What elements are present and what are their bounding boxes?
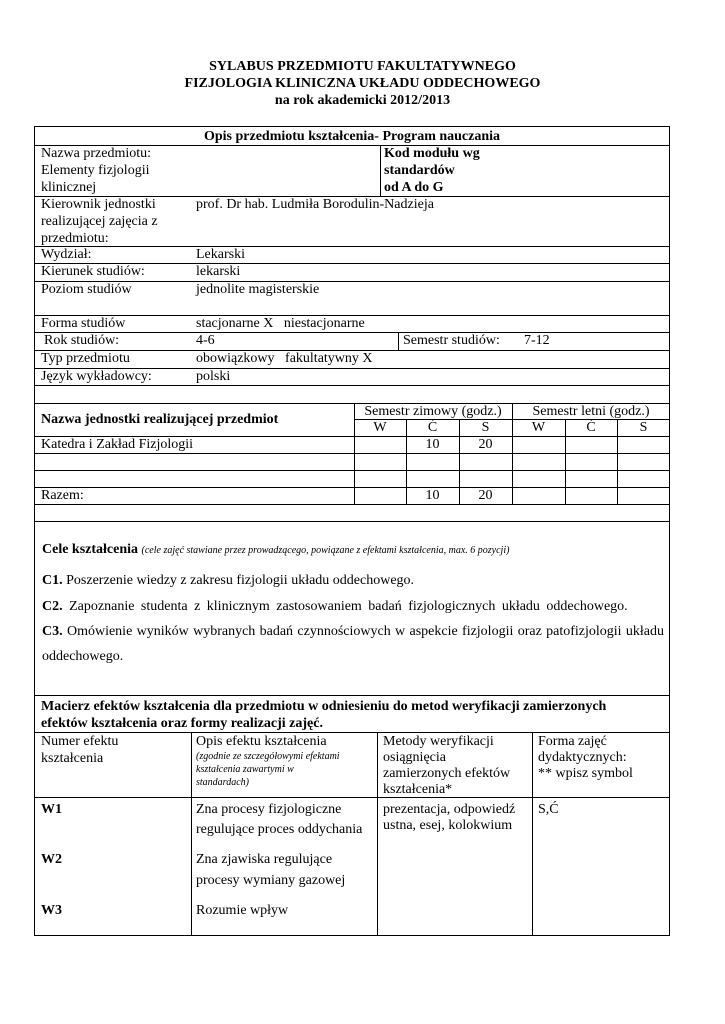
col-w-winter: W [373, 420, 387, 435]
academic-year: na rok akademicki 2012/2013 [274, 93, 451, 108]
effect-methods: prezentacja, odpowiedź [383, 802, 516, 817]
total-cell: 10 [425, 488, 440, 503]
col-teaching-form: ** wpisz symbol [538, 766, 633, 781]
rule [34, 332, 670, 333]
subject-name: klinicznej [41, 180, 97, 195]
goal-text: Poszerzenie wiedzy z zakresu fizjologii układu oddechowego. [66, 573, 415, 588]
level-label: Poziom studiów [41, 282, 132, 297]
effect-description: procesy wymiany gazowej [196, 873, 346, 888]
unit-name: Katedra i Zakład Fizjologii [41, 437, 194, 452]
goal-code: C1. [42, 573, 63, 588]
form-value: stacjonarne X niestacjonarne [196, 316, 365, 331]
type-value: obowiązkowy fakultatywny X [196, 351, 373, 366]
head-label: Kierownik jednostki [41, 197, 156, 212]
goal-text: Omówienie wyników wybranych badań czynnościowych w aspekcie fizjologii oraz patofizjologii układu oddechowego. [42, 624, 665, 664]
hours-cell: 20 [478, 437, 493, 452]
col-s-summer: S [639, 420, 648, 435]
language-label: Język wykładowcy: [41, 369, 152, 384]
head-value: prof. Dr hab. Ludmiła Borodulin-Nadzieja [196, 197, 434, 212]
effect-code: W1 [41, 802, 62, 817]
rule [377, 732, 378, 936]
level-value: jednolite magisterskie [196, 282, 320, 297]
hours-cell: 10 [425, 437, 440, 452]
table-title: Opis przedmiotu kształcenia- Program nauczania [203, 129, 501, 144]
rule [191, 732, 192, 936]
winter-semester-header: Semestr zimowy (godz.) [364, 404, 502, 419]
unit-header: Nazwa jednostki realizującej przedmiot [41, 412, 279, 427]
language-value: polski [196, 369, 231, 384]
rule [34, 246, 670, 247]
goal-c1 [42, 568, 664, 593]
faculty-value: Lekarski [196, 247, 245, 262]
module-code-label: standardów [384, 163, 455, 178]
col-effect-note: kształcenia zawartymi w [196, 764, 294, 775]
rule [34, 487, 670, 488]
col-effect-note: standardach) [196, 777, 249, 788]
module-code-label: od A do G [384, 180, 444, 195]
rule [380, 145, 381, 196]
goal-text: Zapoznanie studenta z klinicznym zastosowaniem badań fizjologicznych układu oddechowego. [69, 599, 628, 614]
rule [34, 470, 670, 471]
goals-title: Cele kształcenia [42, 542, 139, 557]
rule [34, 695, 670, 696]
rule [34, 504, 670, 505]
form-label: Forma studiów [41, 316, 126, 331]
rule [34, 453, 670, 454]
col-verification-methods: kształcenia* [383, 782, 453, 797]
type-label: Typ przedmiotu [41, 351, 130, 366]
effect-code: W3 [41, 903, 62, 918]
rule [34, 385, 670, 386]
goals-note: (cele zajęć stawiane przez prowadzącego, powiązane z efektami kształcenia, max. 6 pozycji) [141, 545, 510, 556]
goal-code: C3. [42, 624, 63, 639]
col-effect-note: (zgodnie ze szczegółowymi efektami [196, 751, 340, 762]
goal-c3 [42, 619, 664, 669]
col-teaching-form: Forma zajęć [538, 734, 607, 749]
col-verification-methods: zamierzonych efektów [383, 766, 511, 781]
goal-code: C2. [42, 599, 63, 614]
col-s-winter: S [481, 420, 490, 435]
col-effect-number: Numer efektu [41, 734, 119, 749]
course-title: FIZJOLOGIA KLINICZNA UKŁADU ODDECHOWEGO [184, 76, 541, 91]
direction-value: lekarski [196, 264, 241, 279]
matrix-title: efektów kształcenia oraz formy realizacji zajęć. [41, 716, 323, 731]
rule [34, 797, 670, 798]
effect-code: W2 [41, 852, 62, 867]
total-label: Razem: [41, 488, 84, 503]
col-w-summer: W [531, 420, 546, 435]
syllabus-table [34, 126, 670, 936]
summer-semester-header: Semestr letni (godz.) [532, 404, 650, 419]
semester-label: Semestr studiów: [403, 333, 500, 348]
col-teaching-form: dydaktycznych: [538, 750, 627, 765]
col-effect-description: Opis efektu kształcenia [196, 734, 327, 749]
rule [532, 732, 533, 936]
head-label: przedmiotu: [41, 231, 109, 246]
effect-description: regulujące proces oddychania [196, 822, 363, 837]
direction-label: Kierunek studiów: [41, 264, 145, 279]
document-title: SYLABUS PRZEDMIOTU FAKULTATYWNEGO [209, 59, 516, 74]
rule [34, 521, 670, 522]
effect-description: Zna procesy fizjologiczne [196, 802, 342, 817]
semester-value: 7-12 [524, 333, 550, 348]
col-verification-methods: Metody weryfikacji [383, 734, 494, 749]
subject-label: Nazwa przedmiotu: [41, 146, 152, 161]
effect-form: S,Ć [538, 802, 559, 817]
faculty-label: Wydział: [41, 247, 92, 262]
total-cell: 20 [478, 488, 493, 503]
col-verification-methods: osiągnięcia [383, 750, 446, 765]
year-value: 4-6 [196, 333, 215, 348]
goals-heading [42, 541, 509, 558]
col-c-summer: Ć [586, 420, 596, 435]
effect-description: Rozumie wpływ [196, 903, 289, 918]
goal-c2 [42, 594, 664, 619]
col-effect-number: kształcenia [41, 751, 104, 766]
matrix-title: Macierz efektów kształcenia dla przedmiotu w odniesieniu do metod weryfikacji zamierzonych [41, 699, 607, 714]
col-c-winter: Ć [427, 420, 438, 435]
head-label: realizującej zajęcia z [41, 214, 158, 229]
effect-description: Zna zjawiska regulujące [196, 852, 333, 867]
effect-methods: ustna, esej, kolokwium [383, 818, 513, 833]
subject-name: Elementy fizjologii [41, 163, 150, 178]
module-code-label: Kod modułu wg [384, 146, 480, 161]
year-label: Rok studiów: [44, 333, 120, 348]
rule [398, 332, 399, 350]
